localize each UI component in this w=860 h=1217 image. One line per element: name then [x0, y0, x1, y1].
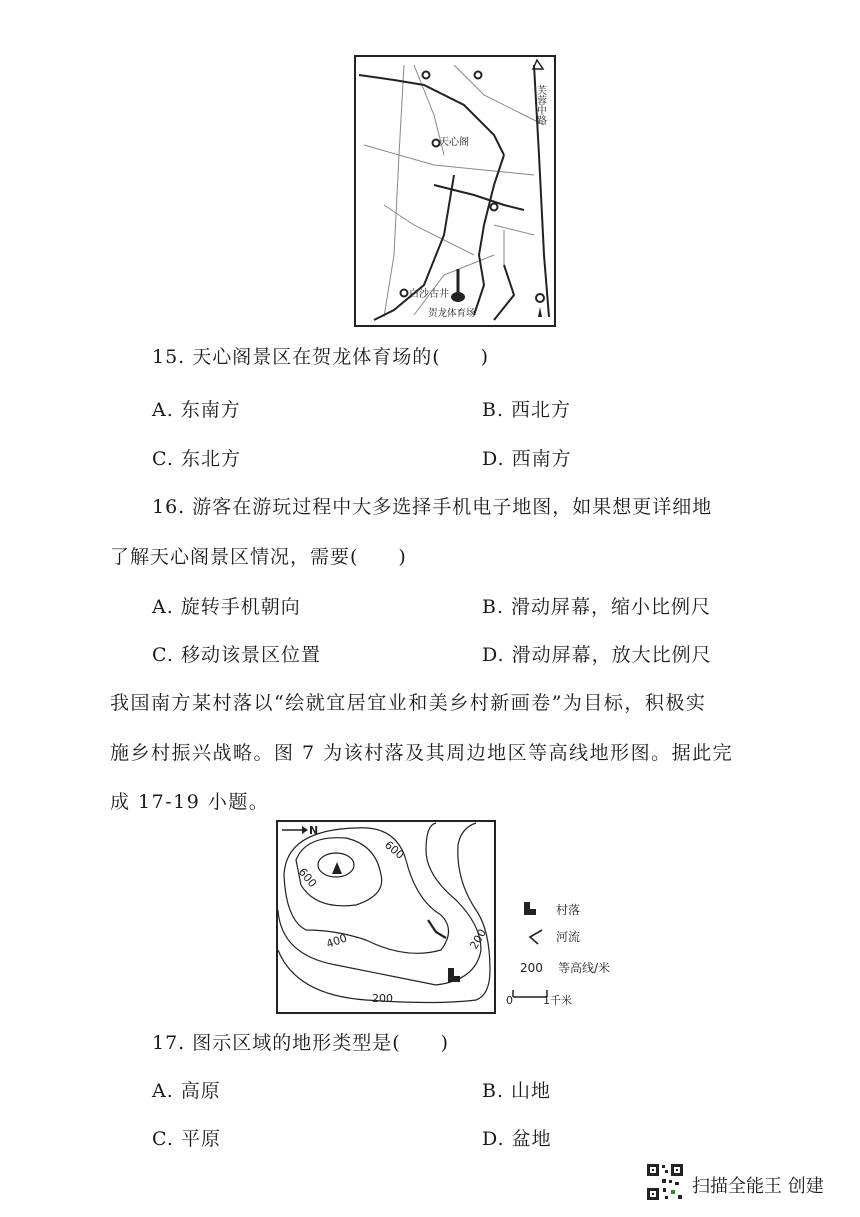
- q17-option-c: C. 平原: [152, 1128, 221, 1150]
- scale-zero: 0: [506, 994, 513, 1007]
- legend-village-label: 村落: [556, 903, 581, 917]
- q15-option-d: D. 西南方: [482, 448, 572, 470]
- map-tianxinge: [354, 55, 556, 327]
- qr-code-icon: [645, 1162, 685, 1202]
- q17-option-a: A. 高原: [152, 1080, 221, 1102]
- intro-line1: 我国南方某村落以“绘就宜居宜业和美乡村新画卷”为目标，积极实: [110, 692, 707, 714]
- q16-stem-line1: 16. 游客在游玩过程中大多选择手机电子地图，如果想更详细地: [152, 496, 713, 518]
- legend-village-icon: [524, 902, 536, 915]
- q16-stem-line2: 了解天心阁景区情况，需要( ): [110, 546, 407, 568]
- contour-label: 200: [467, 926, 490, 952]
- legend-river-icon: [530, 930, 542, 944]
- legend-contour-value: 200: [520, 961, 543, 975]
- q16-option-c: C. 移动该景区位置: [152, 644, 321, 666]
- q15-option-c: C. 东北方: [152, 448, 241, 470]
- legend-river-label: 河流: [556, 930, 581, 944]
- q17-option-b: B. 山地: [482, 1080, 552, 1102]
- q17-stem: 17. 图示区域的地形类型是( ): [152, 1032, 450, 1054]
- contour-map: [276, 820, 616, 1016]
- contour-label: 400: [324, 931, 349, 951]
- contour-label: 600: [382, 838, 407, 862]
- label-furong-road: 芙蓉中路: [534, 85, 546, 125]
- legend-contour-label: 等高线/米: [558, 961, 611, 975]
- q16-option-b: B. 滑动屏幕，缩小比例尺: [482, 596, 712, 618]
- q15-option-b: B. 西北方: [482, 399, 572, 421]
- label-tianxinge: 天心阁: [439, 137, 469, 148]
- label-baisha-well: 白沙古井: [409, 289, 449, 300]
- q16-option-d: D. 滑动屏幕，放大比例尺: [482, 644, 712, 666]
- q16-option-a: A. 旋转手机朝向: [152, 596, 301, 618]
- q17-option-d: D. 盆地: [482, 1128, 552, 1150]
- label-helong-stadium: 贺龙体育场: [428, 308, 476, 319]
- north-label: N: [309, 824, 319, 837]
- q15-option-a: A. 东南方: [152, 399, 241, 421]
- contour-label: 600: [295, 865, 320, 891]
- intro-line2: 施乡村振兴战略。图 7 为该村落及其周边地区等高线地形图。据此完: [110, 742, 734, 764]
- contour-label: 200: [372, 992, 393, 1005]
- q15-stem: 15. 天心阁景区在贺龙体育场的( ): [152, 346, 490, 368]
- intro-line3: 成 17-19 小题。: [110, 791, 270, 813]
- scale-one: 1千米: [543, 994, 572, 1007]
- footer-watermark: 扫描全能王 创建: [692, 1176, 824, 1197]
